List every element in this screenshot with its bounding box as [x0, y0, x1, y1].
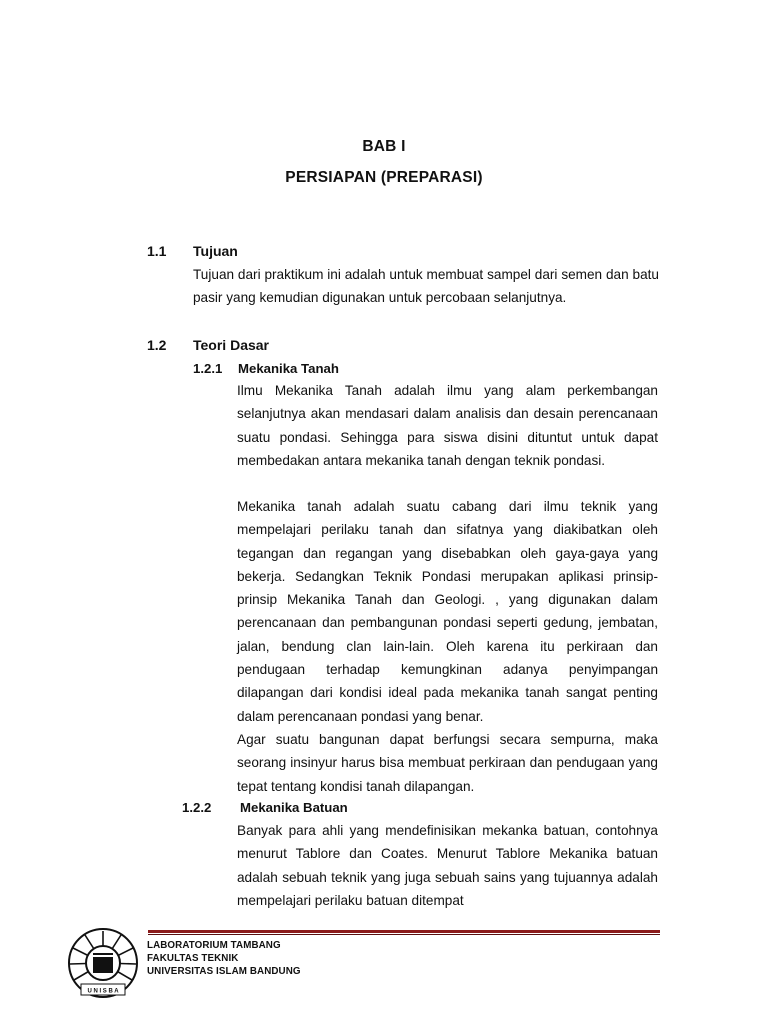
footer-rule	[148, 930, 660, 933]
subsection-title: Mekanika Batuan	[240, 800, 348, 815]
subsection-number: 1.2.1	[193, 361, 223, 376]
chapter-heading: BAB I	[362, 138, 406, 155]
chapter-title: PERSIAPAN (PREPARASI)	[285, 169, 483, 186]
subsection-paragraph: Mekanika tanah adalah suatu cabang dari ilmu teknik yang mempelajari perilaku tanah dan sifatnya yang diakibatkan oleh tegangan dan regangan yang disebabkan oleh gaya-gaya yang bekerja. Sedangkan Teknik Pondasi merupakan aplikasi prinsip-prinsip Mekanika Tanah dan Geologi. , yang digunakan dalam perencanaan dan pembangunan pondasi seperti gedung, jembatan, jalan, bendung clan lain-lain. Oleh karena itu perkiraan dan pendugaan terhadap kemungkinan adanya penyimpangan dilapangan dari kondisi ideal pada mekanika tanah sangat penting dalam perencanaan pondasi yang benar.	[237, 499, 658, 724]
subsection-title: Mekanika Tanah	[238, 361, 339, 376]
subsection-paragraph: Banyak para ahli yang mendefinisikan mekanka batuan, contohnya menurut Tablore dan Coates. Menurut Tablore Mekanika batuan adalah sebuah teknik yang juga sebuah sains yang tujuannya adalah mempelajari perilaku batuan ditempat	[237, 823, 658, 908]
logo-text: U N I S B A	[87, 988, 119, 995]
footer-university: UNIVERSITAS ISLAM BANDUNG	[147, 966, 301, 977]
footer-lab-name: LABORATORIUM TAMBANG	[147, 940, 281, 951]
footer-faculty: FAKULTAS TEKNIK	[147, 953, 239, 964]
section-number: 1.1	[147, 243, 167, 259]
section-title: Tujuan	[193, 243, 238, 259]
section-title: Teori Dasar	[193, 337, 269, 353]
section-number: 1.2	[147, 337, 167, 353]
footer-rule-thin	[148, 934, 660, 935]
subsection-paragraph: Agar suatu bangunan dapat berfungsi secara sempurna, maka seorang insinyur harus bisa membuat perkiraan dan pendugaan yang tepat tentang kondisi tanah dilapangan.	[237, 732, 658, 794]
subsection-number: 1.2.2	[182, 800, 212, 815]
unisba-emblem-icon	[66, 926, 140, 1000]
subsection-paragraph: Ilmu Mekanika Tanah adalah ilmu yang alam perkembangan selanjutnya akan mendasari dalam analisis dan desain perencanaan suatu pondasi. Sehingga para siswa disini dituntut untuk dapat membedakan antara mekanika tanah dengan teknik pondasi.	[237, 383, 658, 468]
section-paragraph: Tujuan dari praktikum ini adalah untuk membuat sampel dari semen dan batu pasir yang kemudian digunakan untuk percobaan selanjutnya.	[193, 267, 659, 306]
